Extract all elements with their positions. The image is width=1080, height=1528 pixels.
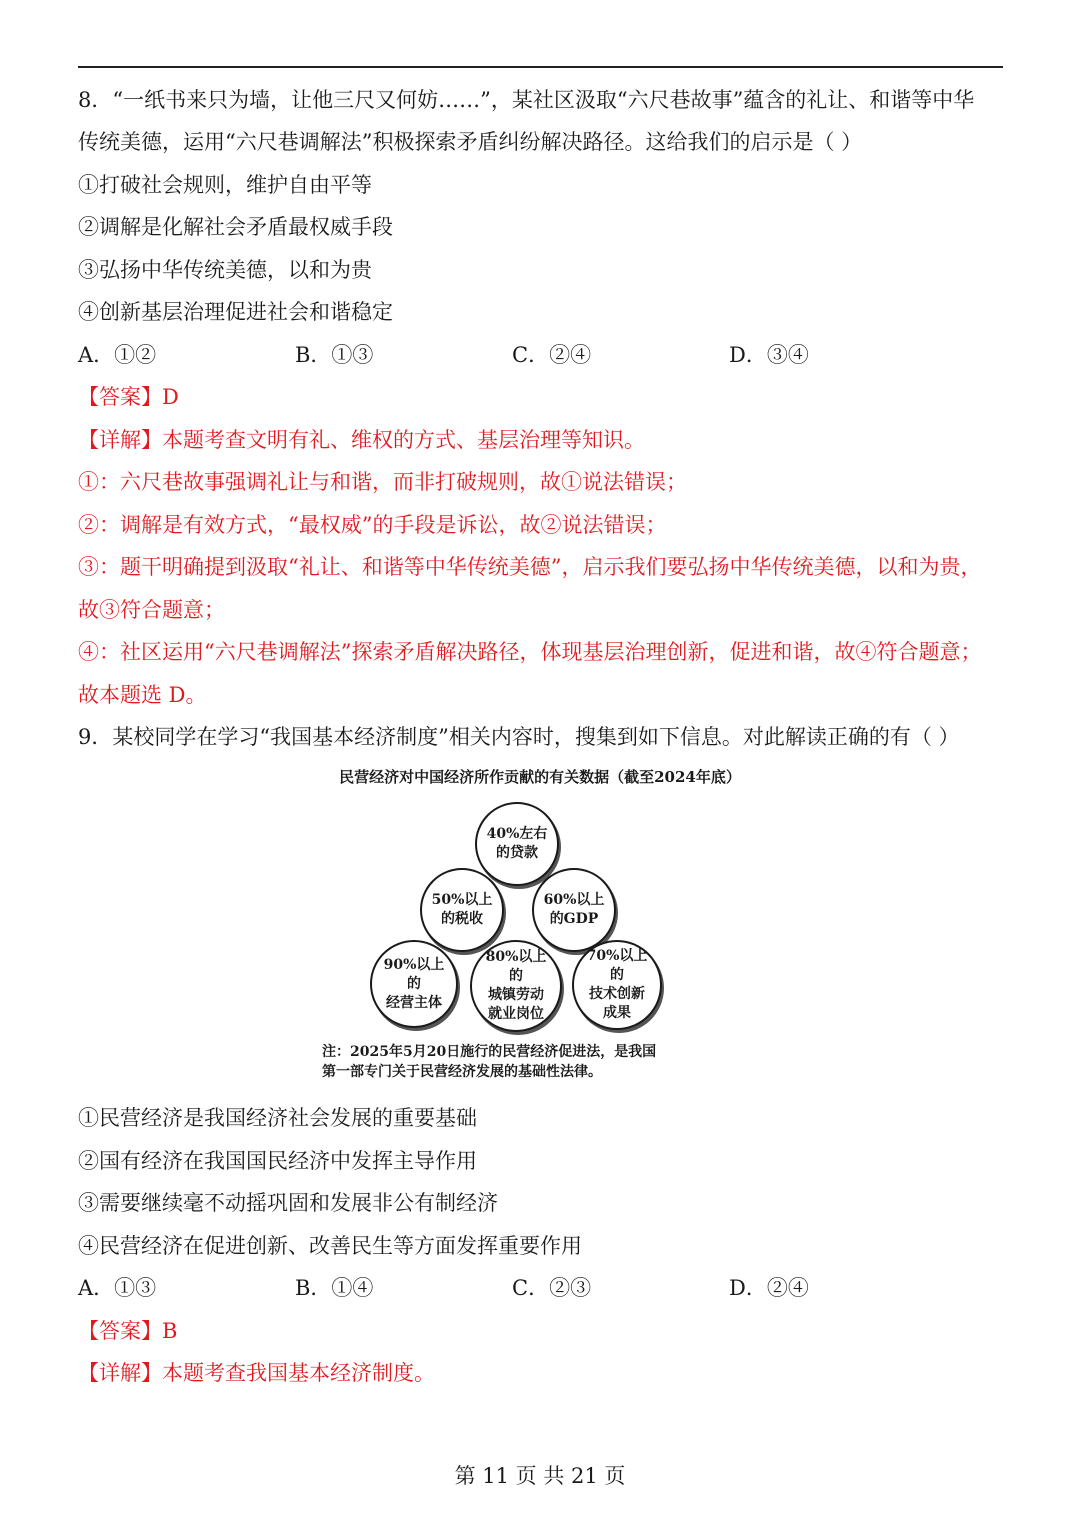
infographic-note: 注：2025年5月20日施行的民营经济促进法，是我国 第一部专门关于民营经济发展的基础性法律。 (322, 1044, 657, 1080)
circle-taxes-text: 50%以上 的税收 (431, 892, 493, 927)
q8-option-a: A．①② (78, 343, 157, 367)
q8-item-4: ④创新基层治理促进社会和谐稳定 (78, 300, 393, 324)
q8-analysis-4: ④：社区运用“六尺巷调解法”探索矛盾解决路径，体现基层治理创新，促进和谐，故④符合题意； (78, 640, 982, 664)
q9-option-d: D．②④ (729, 1276, 809, 1300)
q9-answer (78, 1317, 177, 1345)
q8-item-2: ②调解是化解社会矛盾最权威手段 (78, 215, 393, 239)
q9-item-1: ①民营经济是我国经济社会发展的重要基础 (78, 1106, 477, 1130)
q9-item-2: ②国有经济在我国国民经济中发挥主导作用 (78, 1149, 477, 1173)
q8-stem-line-1: 8．“一纸书来只为墙，让他三尺又何妨……”，某社区汲取“六尺巷故事”蕴含的礼让、和谐等中华 (78, 88, 975, 112)
q8-detail-text: 本题考查文明有礼、维权的方式、基层治理等知识。 (162, 428, 645, 452)
circle-urban-jobs-text: 80%以上的 城镇劳动 就业岗位 (485, 949, 547, 1022)
q8-item-3: ③弘扬中华传统美德，以和为贵 (78, 258, 372, 282)
q8-analysis-2: ②：调解是有效方式，“最权威”的手段是诉讼，故②说法错误； (78, 513, 667, 537)
q8-answer (78, 383, 179, 411)
page-footer: 第 11 页 共 21 页 (454, 1464, 626, 1488)
q9-detail (78, 1359, 435, 1387)
circle-tech-innovation (572, 940, 662, 1030)
q8-answer-tag: 【答案】 (78, 385, 162, 409)
q8-option-d: D．③④ (729, 343, 809, 367)
circle-business-entities (370, 940, 458, 1028)
q8-option-b: B．①③ (295, 343, 374, 367)
circle-loans-text: 40%左右 的贷款 (486, 826, 548, 861)
q8-detail-tag: 【详解】 (78, 428, 162, 452)
q9-infographic (300, 762, 780, 1092)
circle-urban-jobs (470, 940, 562, 1032)
q8-analysis-3: ③：题干明确提到汲取“礼让、和谐等中华传统美德”，启示我们要弘扬中华传统美德，以和为贵， (78, 555, 982, 579)
circle-gdp (532, 868, 616, 952)
circle-business-entities-text: 90%以上的 经营主体 (383, 956, 445, 1011)
q8-stem-line-2: 传统美德，运用“六尺巷调解法”积极探索矛盾纠纷解决路径。这给我们的启示是（ ） (78, 130, 863, 154)
q8-option-c: C．②④ (512, 343, 592, 367)
infographic-title: 民营经济对中国经济所作贡献的有关数据（截至2024年底） (339, 768, 741, 786)
q8-item-1: ①打破社会规则，维护自由平等 (78, 173, 372, 197)
circle-taxes (420, 868, 504, 952)
q8-analysis-3-cont: 故③符合题意； (78, 598, 225, 622)
q8-conclusion: 故本题选 D。 (78, 683, 207, 707)
q8-analysis-1: ①：六尺巷故事强调礼让与和谐，而非打破规则，故①说法错误； (78, 470, 687, 494)
q9-answer-value: B (162, 1319, 178, 1343)
q9-option-a: A．①③ (78, 1276, 157, 1300)
q9-detail-tag: 【详解】 (78, 1361, 162, 1385)
circle-loans (475, 802, 559, 886)
q9-stem: 9．某校同学在学习“我国基本经济制度”相关内容时，搜集到如下信息。对此解读正确的有（ ） (78, 725, 960, 749)
q9-item-4: ④民营经济在促进创新、改善民生等方面发挥重要作用 (78, 1234, 582, 1258)
q8-detail (78, 426, 645, 454)
header-rule (78, 66, 1003, 68)
q9-option-b: B．①④ (295, 1276, 374, 1300)
q8-answer-value: D (162, 385, 179, 409)
q9-option-c: C．②③ (512, 1276, 592, 1300)
circle-tech-innovation-text: 70%以上的 技术创新 成果 (586, 948, 648, 1021)
q9-item-3: ③需要继续毫不动摇巩固和发展非公有制经济 (78, 1191, 498, 1215)
q9-detail-text: 本题考查我国基本经济制度。 (162, 1361, 435, 1385)
q9-answer-tag: 【答案】 (78, 1319, 162, 1343)
circle-gdp-text: 60%以上 的GDP (543, 892, 605, 927)
